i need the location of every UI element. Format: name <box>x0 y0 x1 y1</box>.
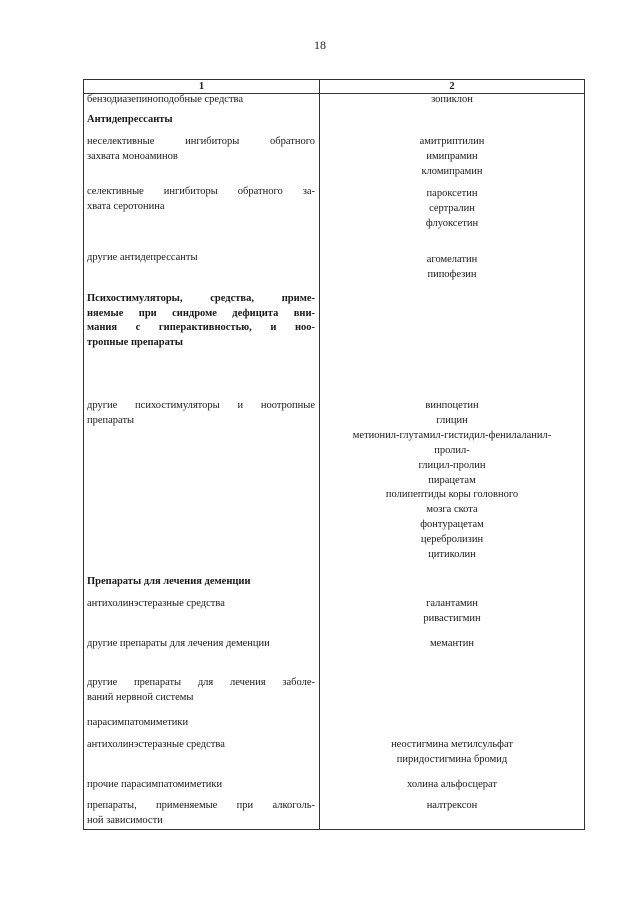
category-cell <box>87 716 315 731</box>
drug-name: пипофезин <box>427 268 477 280</box>
drug-name: пароксетин <box>426 188 478 199</box>
category-cell <box>87 637 315 652</box>
drug-name: пиридостигмина бромид <box>396 753 508 765</box>
drug-name: фонтурацетам <box>420 519 484 531</box>
category-line: селективные ингибиторы обратного за- <box>87 186 315 197</box>
category-line: захвата моноаминов <box>87 150 178 162</box>
drug-cell <box>320 637 584 652</box>
drug-cell <box>320 597 584 627</box>
drug-name: винпоцетин <box>425 400 479 411</box>
drug-name: мозга скота <box>426 504 478 516</box>
category-line: Препараты для лечения деменции <box>87 576 251 587</box>
section-heading <box>87 113 315 128</box>
category-line: другие антидепрессанты <box>87 252 198 263</box>
category-line: Антидепрессанты <box>87 114 173 125</box>
category-line: другие препараты для лечения деменции <box>87 638 270 649</box>
drug-name: пролил- <box>434 444 470 456</box>
drug-cell <box>320 187 584 232</box>
drug-name: галантамин <box>426 598 478 609</box>
category-line: няемые при синдроме дефицита вни- <box>87 307 315 319</box>
column-header-1: 1 <box>198 81 205 92</box>
drug-name: холина альфосцерат <box>407 779 497 790</box>
category-line: тропные препараты <box>87 336 183 348</box>
category-line: антихолинэстеразные средства <box>87 598 225 609</box>
category-line: бензодиазепиноподобные средства <box>87 94 244 105</box>
category-line: неселективные ингибиторы обратного <box>87 136 315 147</box>
category-line: парасимпатомиметики <box>87 717 189 728</box>
drug-cell <box>320 93 584 108</box>
drug-name: агомелатин <box>426 254 478 265</box>
drug-name: кломипрамин <box>421 165 483 177</box>
category-line: другие психостимуляторы и ноотропные <box>87 400 315 411</box>
drug-name: имипрамин <box>426 150 478 162</box>
category-line: прочие парасимпатомиметики <box>87 779 223 790</box>
category-cell <box>87 597 315 612</box>
drug-name: цитиколин <box>428 549 476 561</box>
drug-name: неостигмина метилсульфат <box>391 739 513 750</box>
drug-name: глицин <box>436 414 468 426</box>
category-line: препараты, применяемые при алкоголь- <box>87 800 315 811</box>
drug-cell <box>320 778 584 793</box>
category-cell <box>87 778 315 793</box>
category-line: хвата серотонина <box>87 200 165 212</box>
drug-name: пирацетам <box>428 474 476 486</box>
table-header-row <box>84 80 584 94</box>
drug-cell <box>320 135 584 180</box>
category-cell <box>87 799 315 828</box>
drug-name: сертралин <box>429 202 475 214</box>
category-cell <box>87 135 315 164</box>
drug-name: полипептиды коры головного <box>385 489 519 501</box>
category-cell <box>87 738 315 753</box>
drug-cell <box>320 738 584 768</box>
drug-cell <box>320 799 584 814</box>
category-line: антихолинэстеразные средства <box>87 739 225 750</box>
drug-name: мемантин <box>430 638 474 649</box>
category-line: Психостимуляторы, средства, приме- <box>87 293 315 304</box>
category-cell <box>87 399 315 428</box>
category-cell <box>87 676 315 705</box>
drug-name: амитриптилин <box>419 136 485 147</box>
category-cell <box>87 251 315 266</box>
page-number: 18 <box>314 38 326 52</box>
drug-name: церебролизин <box>420 534 484 546</box>
drug-cell <box>320 253 584 283</box>
category-line: ной зависимости <box>87 814 163 826</box>
category-cell <box>87 93 315 108</box>
category-line: ваний нервной системы <box>87 691 194 703</box>
category-line: мания с гиперактивностью, и ноо- <box>87 322 315 334</box>
drug-name: налтрексон <box>426 800 478 811</box>
section-heading <box>87 575 315 590</box>
category-line: другие препараты для лечения заболе- <box>87 677 315 688</box>
drug-name: ривастигмин <box>423 612 481 624</box>
drug-name: флуоксетин <box>425 217 479 229</box>
drug-cell <box>320 399 584 563</box>
drug-name: зопиклон <box>431 94 473 105</box>
category-line: препараты <box>87 414 135 426</box>
drug-name: метионил-глутамил-гистидил-фенилаланил- <box>352 429 552 441</box>
column-header-2: 2 <box>449 81 455 92</box>
drug-name: глицил-пролин <box>418 459 486 471</box>
category-cell <box>87 185 315 214</box>
drug-table <box>83 79 585 830</box>
section-heading <box>87 292 315 350</box>
